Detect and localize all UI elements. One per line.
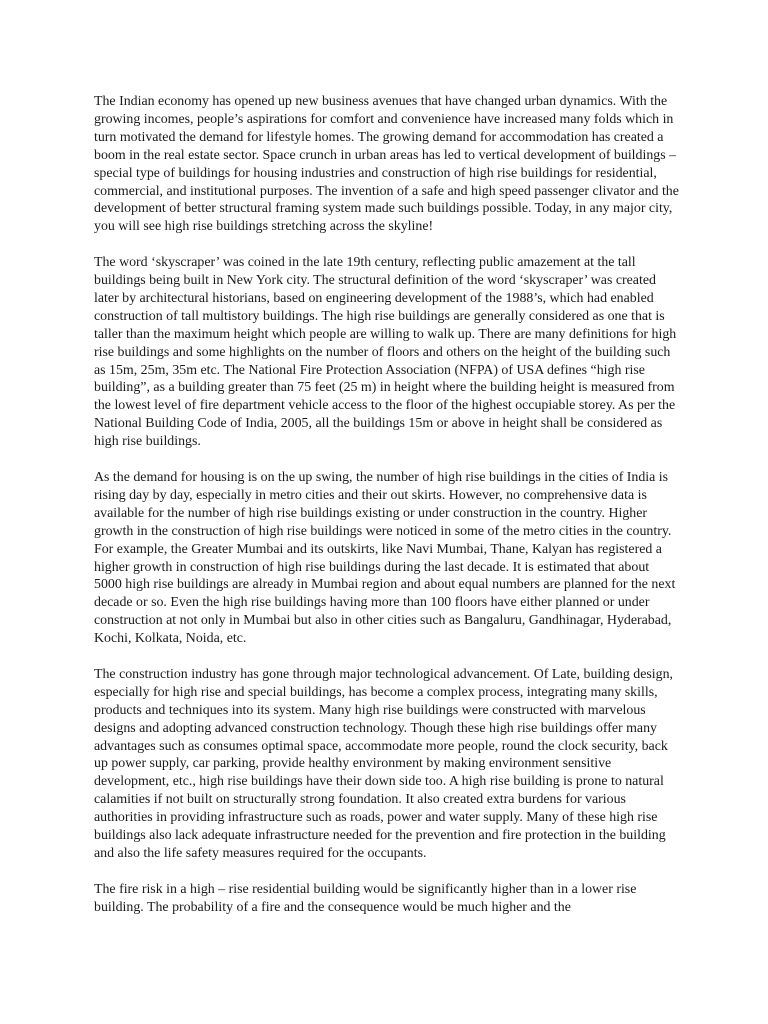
paragraph-housing-demand: As the demand for housing is on the up swing, the number of high rise buildings in the cities of India is rising day by day, especially in metro cities and their out skirts. However, no comprehensive data is available for the number of high rise buildings existing or under construction in the country. Higher growth in the construction of high rise buildings were noticed in some of the metro cities in the country. For example, the Greater Mumbai and its outskirts, like Navi Mumbai, Thane, Kalyan has registered a higher growth in construction of high rise buildings during the last decade. It is estimated that about 5000 high rise buildings are already in Mumbai region and about equal numbers are planned for the next decade or so. Even the high rise buildings having more than 100 floors have either planned or under construction at not only in Mumbai but also in other cities such as Bangaluru, Gandhinagar, Hyderabad, Kochi, Kolkata, Noida, etc. [94, 470, 676, 647]
paragraph-construction-industry: The construction industry has gone through major technological advancement. Of Late, building design, especially for high rise and special buildings, has become a complex process, integrating many skills, products and techniques into its system. Many high rise buildings were constructed with marvelous designs and adopting advanced construction technology. Though these high rise buildings offer many advantages such as consumes optimal space, accommodate more people, round the clock security, back up power supply, car parking, provide healthy environment by making environment sensitive development, etc., high rise buildings have their down side too. A high rise building is prone to natural calamities if not built on structurally strong foundation. It also created extra burdens for various authorities in providing infrastructure such as roads, power and water supply. Many of these high rise buildings also lack adequate infrastructure needed for the prevention and fire protection in the building and also the life safety measures required for the occupants. [94, 666, 674, 862]
document-body [94, 93, 679, 935]
paragraph-economy-intro: The Indian economy has opened up new business avenues that have changed urban dynamics. With the growing incomes, people’s aspirations for comfort and convenience have increased many folds which in turn motivated the demand for lifestyle homes. The growing demand for accommodation has created a boom in the real estate sector. Space crunch in urban areas has led to vertical development of buildings – special type of buildings for housing industries and construction of high rise buildings for residential, commercial, and institutional purposes. The invention of a safe and high speed passenger clivator and the development of better structural framing system made such buildings possible. Today, in any major city, you will see high rise buildings stretching across the skyline! [94, 94, 679, 235]
paragraph-skyscraper-definition: The word ‘skyscraper’ was coined in the late 19th century, reflecting public amazement at the tall buildings being built in New York city. The structural definition of the word ‘skyscraper’ was created later by architectural historians, based on engineering development of the 1988’s, which had enabled construction of tall multistory buildings. The high rise buildings are generally considered as one that is taller than the maximum height which people are willing to walk up. There are many definitions for high rise buildings and some highlights on the number of floors and others on the height of the building such as 15m, 25m, 35m etc. The National Fire Protection Association (NFPA) of USA defines “high rise building”, as a building greater than 75 feet (25 m) in height where the building height is measured from the lowest level of fire department vehicle access to the floor of the highest occupiable storey. As per the National Building Code of India, 2005, all the buildings 15m or above in height shall be considered as high rise buildings. [94, 255, 677, 450]
paragraph-fire-risk: The fire risk in a high – rise residential building would be significantly higher than in a lower rise building. The probability of a fire and the consequence would be much higher and the [94, 881, 637, 915]
